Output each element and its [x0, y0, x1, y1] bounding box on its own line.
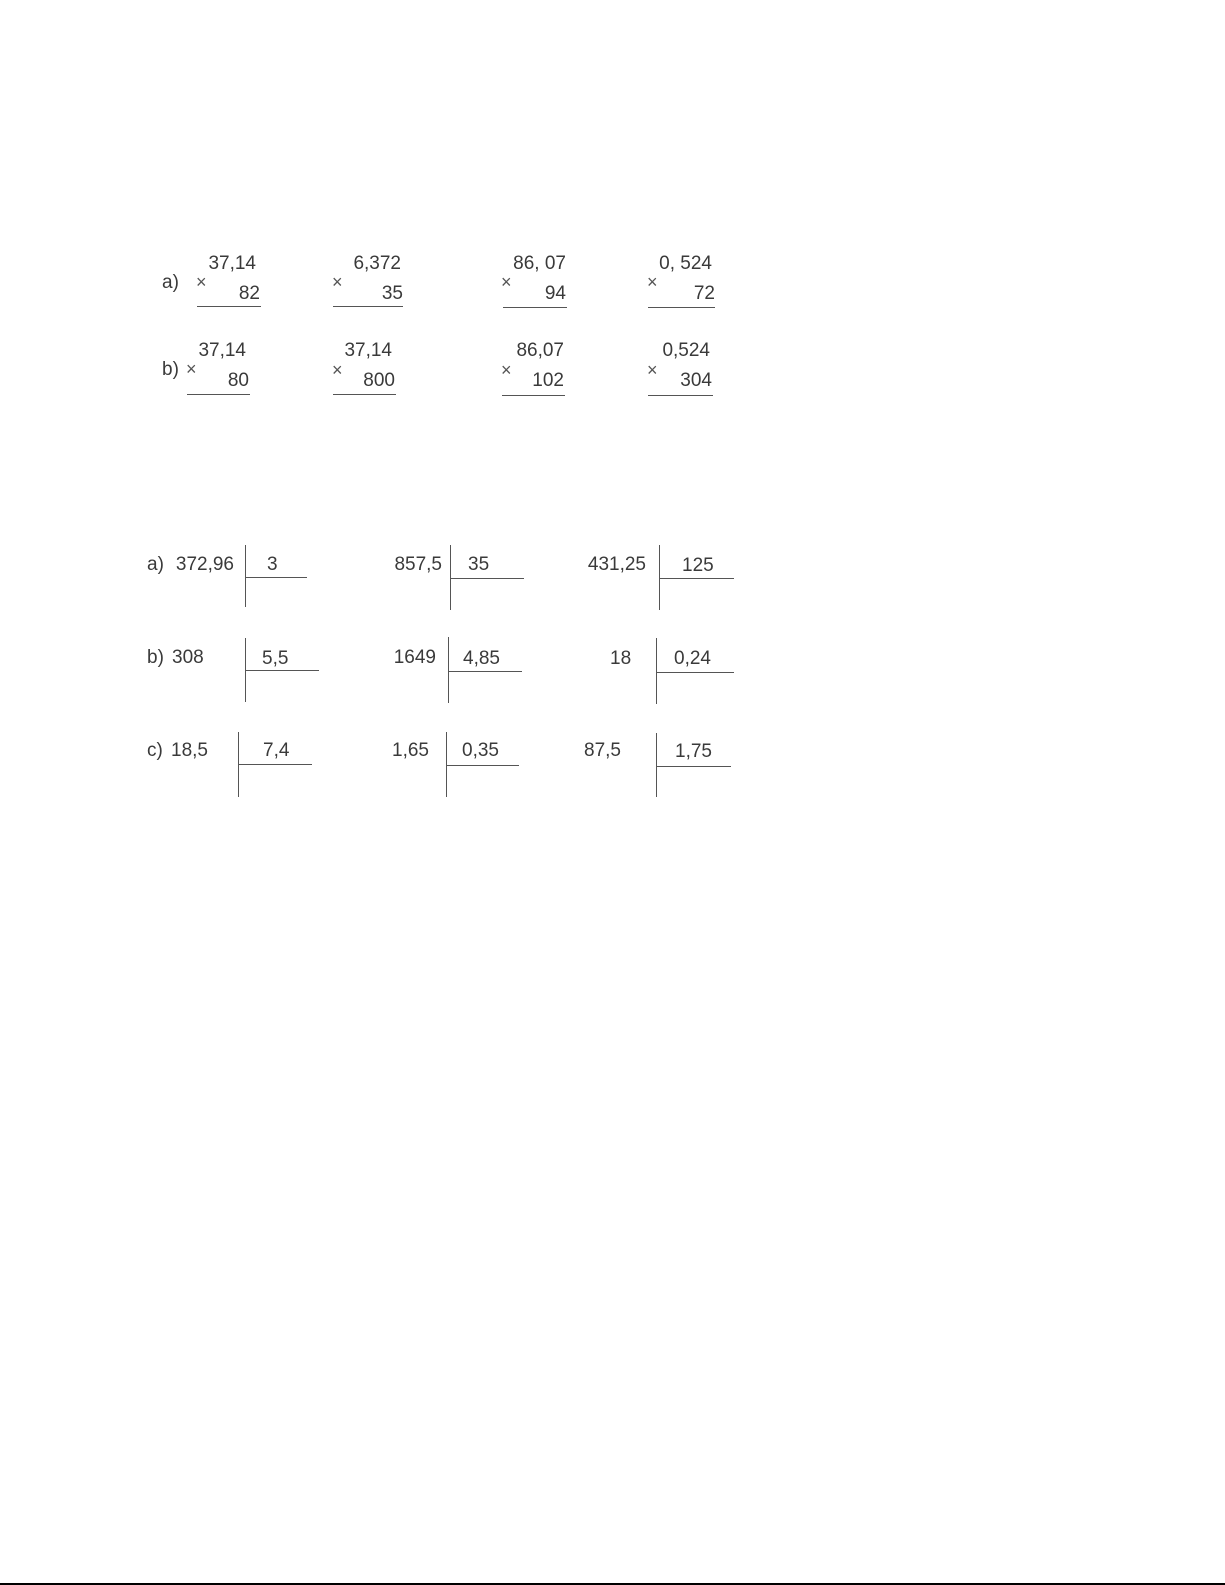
division-bar	[656, 733, 657, 797]
divisor: 0,35	[462, 740, 499, 761]
multiplier: 72	[693, 283, 715, 304]
multiplicand: 0, 524	[659, 253, 712, 274]
division-bar	[656, 638, 657, 704]
quotient-line	[450, 578, 524, 579]
dividend: 1,65	[392, 740, 429, 761]
multiplicand: 6,372	[353, 253, 401, 274]
times-sign: ×	[647, 360, 658, 380]
quotient-line	[448, 671, 522, 672]
quotient-line	[238, 764, 312, 765]
divisor: 4,85	[463, 648, 500, 669]
multiplier: 80	[227, 370, 249, 391]
dividend: 431,25	[587, 554, 646, 575]
multiplicand: 86, 07	[513, 253, 566, 274]
division-bar	[448, 637, 449, 703]
division-bar	[245, 545, 246, 607]
dividend: 1649	[393, 647, 436, 668]
quotient-line	[446, 765, 519, 766]
multiplier: 304	[680, 370, 712, 391]
row-label: c)	[147, 740, 163, 761]
product-line	[503, 307, 567, 308]
times-sign: ×	[501, 272, 512, 292]
multiplicand: 37,14	[198, 340, 246, 361]
multiplier: 82	[238, 283, 260, 304]
multiplicand: 37,14	[208, 253, 256, 274]
divisor: 35	[468, 554, 490, 575]
multiplier: 94	[544, 283, 566, 304]
times-sign: ×	[186, 359, 197, 379]
times-sign: ×	[501, 360, 512, 380]
divisor: 5,5	[262, 648, 289, 669]
product-line	[333, 306, 403, 307]
divisor: 1,75	[675, 741, 712, 762]
quotient-line	[656, 766, 731, 767]
times-sign: ×	[332, 272, 343, 292]
times-sign: ×	[196, 272, 207, 292]
quotient-line	[245, 577, 307, 578]
dividend: 18,5	[171, 740, 208, 761]
multiplicand: 0,524	[662, 340, 710, 361]
multiplicand: 37,14	[344, 340, 392, 361]
quotient-line	[656, 672, 734, 673]
quotient-line	[245, 670, 319, 671]
row-label: a)	[162, 272, 179, 293]
times-sign: ×	[647, 272, 658, 292]
dividend: 308	[172, 647, 204, 668]
product-line	[187, 394, 250, 395]
product-line	[502, 395, 565, 396]
multiplier: 102	[532, 370, 564, 391]
dividend: 372,96	[175, 554, 234, 575]
quotient-line	[659, 578, 734, 579]
row-label: b)	[162, 359, 179, 380]
divisor: 0,24	[674, 648, 711, 669]
dividend: 857,5	[394, 554, 442, 575]
divisor: 125	[682, 555, 714, 576]
product-line	[648, 307, 715, 308]
times-sign: ×	[332, 360, 343, 380]
multiplier: 800	[363, 370, 395, 391]
multiplier: 35	[381, 283, 403, 304]
product-line	[333, 394, 396, 395]
divisor: 7,4	[263, 740, 290, 761]
multiplicand: 86,07	[516, 340, 564, 361]
dividend: 87,5	[584, 740, 621, 761]
dividend: 18	[610, 648, 632, 669]
row-label: b)	[147, 647, 164, 668]
product-line	[197, 306, 261, 307]
product-line	[648, 395, 713, 396]
divisor: 3	[267, 554, 278, 575]
row-label: a)	[147, 554, 164, 575]
